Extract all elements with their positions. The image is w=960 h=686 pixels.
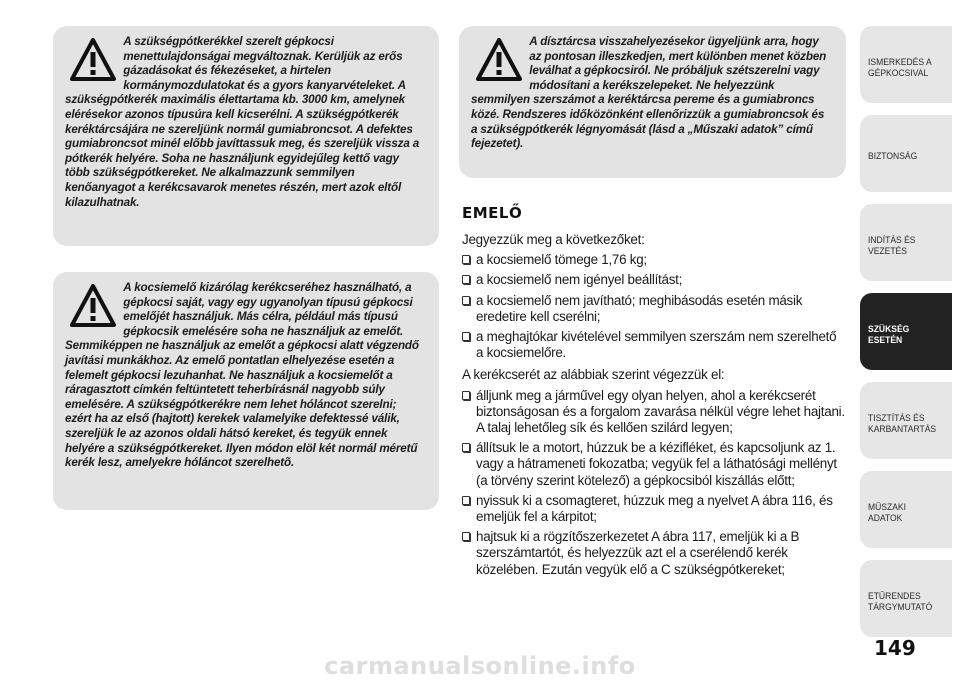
tab-muszaki-adatok[interactable]: MŰSZAKI ADATOK [860, 471, 952, 548]
tab-inditas[interactable]: INDÍTÁS ÉS VEZETÉS [860, 204, 952, 281]
notes-list [462, 252, 846, 361]
watermark: carmanualsonline.info [324, 652, 636, 680]
list-item: a kocsiemelő tömege 1,76 kg; [462, 252, 846, 268]
tab-ismerkedes[interactable]: ISMERKEDÉS A GÉPKOCSIVAL [860, 26, 952, 103]
warning-text: A szükségpótkerékkel szerelt gépkocsi menettulajdonságai megváltoznak. Kerüljük az erős gázadásokat és fékezéseket, a hirtelen kormánymozdulatokat és a gyors kanyarvételeket. A szükségpótkerék maximális élettartama kb. 3000 km, amelynek elérésekor azonos típusúra kell kicserélni. A szükségpótkerék keréktárcsájára ne szereljünk normál gumiabroncsot. A defektes gumiabroncsot minél előbb javíttassuk meg, és szereljük vissza a pótkerék helyére. Soha ne használjunk egyidejűleg kettő vagy több szükségpótkereket. Ne alkalmazzunk semmilyen kenőanyagot a kerékcsavarok menetes részén, mert azok eltől kilazulhatnak. [65, 34, 420, 209]
warning-box-spare-wheel [53, 26, 439, 246]
list-item: a meghajtókar kivételével semmilyen szerszám nem szerelhető a kocsiemelőre. [462, 329, 846, 361]
list-item: álljunk meg a járművel egy olyan helyen, ahol a kerékcserét biztonságosan és a forgalom zavarása nélkül végre lehet hajtani. A talaj lehetőleg sík és kellően szilárd legyen; [462, 388, 846, 437]
tab-tisztitas[interactable]: TISZTÍTÁS ÉS KARBANTARTÁS [860, 382, 952, 459]
checkbox-bullet-icon [462, 275, 470, 284]
checkbox-bullet-icon [462, 296, 470, 305]
steps-list [462, 388, 846, 578]
steps-intro: A kerékcserét az alábbiak szerint végezzük el: [462, 367, 725, 383]
warning-box-hubcap [459, 26, 846, 178]
section-heading: EMELŐ [462, 204, 523, 222]
list-item: nyissuk ki a csomagteret, húzzuk meg a nyelvet A ábra 116, és emeljük fel a kárpitot; [462, 493, 846, 525]
list-item: hajtsuk ki a rögzítőszerkezetet A ábra 117, emeljük ki a B szerszámtartót, és helyezzük azt el a cserélendő kerék közelében. Ezután vegyük elő a C szükségpótkereket; [462, 529, 846, 578]
intro-text: Jegyezzük meg a következőket: [462, 232, 645, 247]
warning-box-jack [53, 272, 439, 510]
tab-biztonsag[interactable]: BIZTONSÁG [860, 115, 952, 192]
section-body [462, 232, 846, 582]
warning-text: A kocsiemelő kizárólag kerékcseréhez használható, a gépkocsi saját, vagy egy ugyanolyan típusú gépkocsi emelőjét használjuk. Más célra, például más típusú gépkocsik emelésére soha ne használjuk az emelőt. Semmiképpen ne használjuk az emelőt a gépkocsi alatt végzendő javítási munkákhoz. Az emelő pontatlan elhelyezése esetén a felemelt gépkocsi lezuhanhat. Ne használjuk a kocsiemelőt a ráragasztott címkén feltüntetett teherbírásnál nagyobb súly emelésére. A szükségpótkerékre nem lehet hóláncot szerelni; ezért ha az első (hajtott) kerekek valamelyike defektessé válik, szereljük le az azonos oldali hátsó kereket, és tegyük ennek helyére a szükségpótkereket. Ilyen módon elöl két normál méretű kerék lesz, amelyekre hóláncot szerelhetõ. [65, 280, 419, 470]
checkbox-bullet-icon [462, 255, 470, 264]
checkbox-bullet-icon [462, 496, 470, 505]
list-item: a kocsiemelő nem igényel beállítást; [462, 272, 846, 288]
tab-targymutato[interactable]: ETŰRENDES TÁRGYMUTATÓ [860, 560, 952, 637]
warning-text: A dísztárcsa visszahelyezésekor ügyeljünk arra, hogy az pontosan illeszkedjen, mert különben menet közben leválhat a gépkocsiról. Ne próbáljuk szétszerelni vagy módosítani a kerékszelepeket. Ne helyezzünk semmilyen szerszámot a keréktárcsa pereme és a gumiabroncs közé. Rendszeres időközönként ellenőrizzük a gumiabroncsok és a szükségpótkerék légnyomását (lásd a „Műszaki adatok” című fejezetet). [471, 34, 827, 151]
checkbox-bullet-icon [462, 532, 470, 541]
checkbox-bullet-icon [462, 332, 470, 341]
checkbox-bullet-icon [462, 443, 470, 452]
list-item: a kocsiemelő nem javítható; meghibásodás esetén másik eredetire kell cserélni; [462, 293, 846, 325]
checkbox-bullet-icon [462, 391, 470, 400]
page-number: 149 [874, 636, 916, 660]
tab-szukseg-eseten[interactable]: SZÜKSÉG ESETÉN [860, 293, 952, 370]
list-item: állítsuk le a motort, húzzuk be a kézifléket, és kapcsoljunk az 1. vagy a hátrameneti fokozatba; vegyük fel a láthatósági mellényt (a törvény szerint kötelező) a gépkocsiból kiszállás előtt; [462, 440, 846, 489]
